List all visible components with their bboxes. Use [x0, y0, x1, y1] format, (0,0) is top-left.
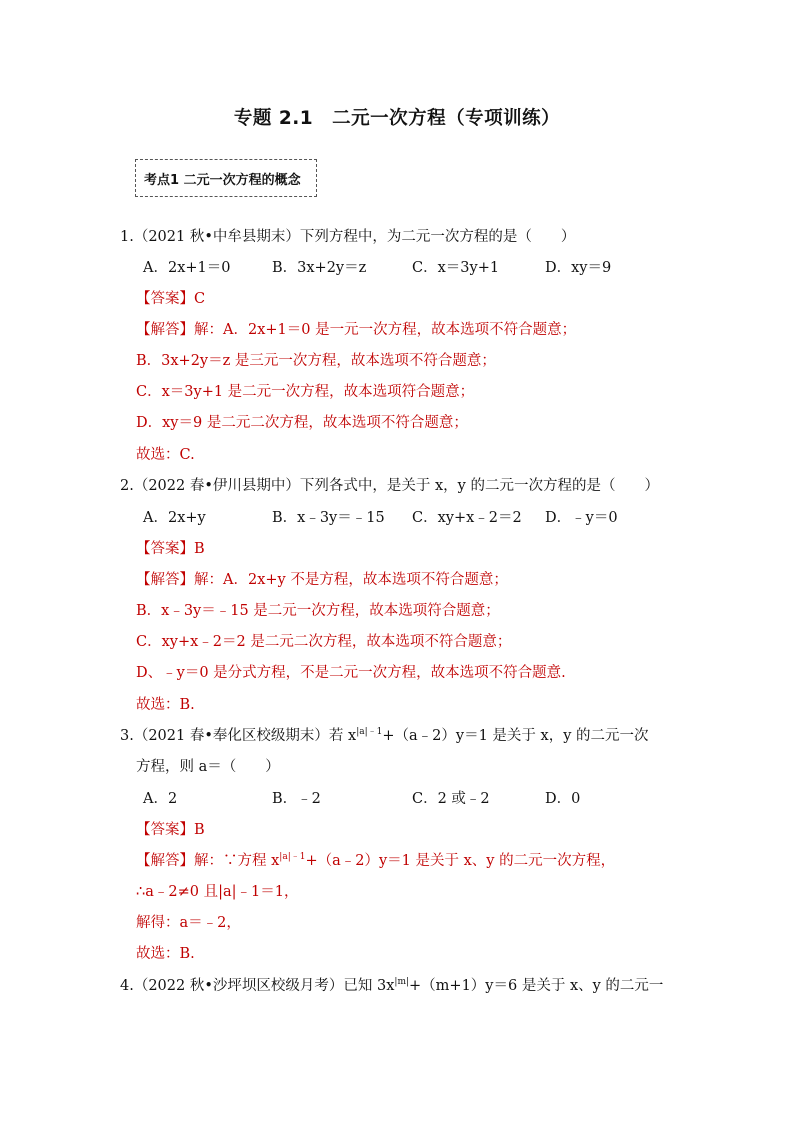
solution-text: A．2x+1＝0 是一元一次方程，故本选项不符合题意；	[223, 322, 577, 338]
q1-solution-line-3: C．x＝3y+1 是二元一次方程，故本选项符合题意；	[136, 384, 475, 400]
q2-option-d: D．﹣y＝0	[545, 510, 618, 526]
q2-solution-line-1	[136, 570, 508, 590]
q3-solution-line-2: ∴a﹣2≠0 且|a|﹣1＝1，	[136, 884, 299, 900]
answer-label: 【答案】	[136, 291, 194, 307]
q1-option-a: A．2x+1＝0	[143, 260, 231, 276]
q3-answer	[136, 820, 205, 840]
solution-label: 【解答】解：	[136, 572, 223, 588]
q2-solution-line-3: C．xy+x﹣2＝2 是二元二次方程，故本选项不符合题意；	[136, 634, 512, 650]
q3-stem-part-1: 3.（2021 春•奉化区校级期末）若 x	[120, 728, 357, 744]
q3-option-d: D．0	[545, 791, 581, 807]
q1-option-d: D．xy＝9	[545, 260, 612, 276]
page-title: 专题 2.1 二元一次方程（专项训练）	[233, 108, 561, 129]
q3-exponent: |a|﹣1	[356, 727, 383, 738]
solution-label: 【解答】解：	[136, 853, 223, 869]
answer-value: B	[194, 822, 205, 838]
q3-option-c: C．2 或﹣2	[412, 791, 490, 807]
q3-solution-line-3: 解得：a＝﹣2，	[136, 915, 241, 931]
q1-answer	[136, 289, 205, 309]
q2-answer	[136, 539, 205, 559]
q4-exponent: |m|	[394, 977, 410, 988]
solution-label: 【解答】解：	[136, 322, 223, 338]
q3-stem-part-2: +（a﹣2）y＝1 是关于 x，y 的二元一次	[382, 728, 649, 744]
section-label: 考点1 二元一次方程的概念	[144, 172, 301, 188]
answer-label: 【答案】	[136, 541, 194, 557]
q1-conclusion: 故选：C.	[136, 447, 195, 463]
q1-solution-line-4: D．xy＝9 是二元二次方程，故本选项不符合题意；	[136, 415, 468, 431]
solution-part-1: ∵方程 x	[223, 853, 280, 869]
q1-stem: 1.（2021 秋•中牟县期末）下列方程中，为二元一次方程的是（ ）	[120, 229, 576, 245]
q3-option-a: A．2	[143, 791, 178, 807]
q3-solution-line-1	[136, 851, 615, 871]
q2-option-b: B．x﹣3y＝﹣15	[272, 510, 385, 526]
q4-stem-part-1: 4.（2022 秋•沙坪坝区校级月考）已知 3x	[120, 978, 395, 994]
q2-solution-line-2: B．x﹣3y＝﹣15 是二元一次方程，故本选项符合题意；	[136, 603, 500, 619]
q2-conclusion: 故选：B.	[136, 697, 195, 713]
q2-option-a: A．2x+y	[143, 510, 206, 526]
q1-solution-line-2: B．3x+2y＝z 是三元一次方程，故本选项不符合题意；	[136, 353, 496, 369]
q2-option-c: C．xy+x﹣2＝2	[412, 510, 522, 526]
section-box	[135, 159, 317, 197]
q4-stem	[120, 976, 663, 996]
q3-stem	[120, 726, 649, 746]
answer-value: B	[194, 541, 205, 557]
q3-conclusion: 故选：B.	[136, 946, 195, 962]
q3-stem-line-2: 方程，则 a＝（ ）	[136, 759, 280, 775]
q1-solution-line-1	[136, 320, 576, 340]
q3-option-b: B．﹣2	[272, 791, 321, 807]
q2-stem: 2.（2022 春•伊川县期中）下列各式中，是关于 x，y 的二元一次方程的是（ ）	[120, 478, 659, 494]
q4-stem-part-2: +（m+1）y＝6 是关于 x、y 的二元一	[409, 978, 664, 994]
answer-value: C	[194, 291, 206, 307]
q2-solution-line-4: D、﹣y＝0 是分式方程，不是二元一次方程，故本选项不符合题意.	[136, 665, 566, 681]
q1-option-b: B．3x+2y＝z	[272, 260, 367, 276]
solution-part-2: +（a﹣2）y＝1 是关于 x、y 的二元一次方程，	[305, 853, 616, 869]
solution-text: A．2x+y 不是方程，故本选项不符合题意；	[223, 572, 508, 588]
solution-exponent: |a|﹣1	[279, 852, 306, 863]
answer-label: 【答案】	[136, 822, 194, 838]
q1-option-c: C．x＝3y+1	[412, 260, 500, 276]
